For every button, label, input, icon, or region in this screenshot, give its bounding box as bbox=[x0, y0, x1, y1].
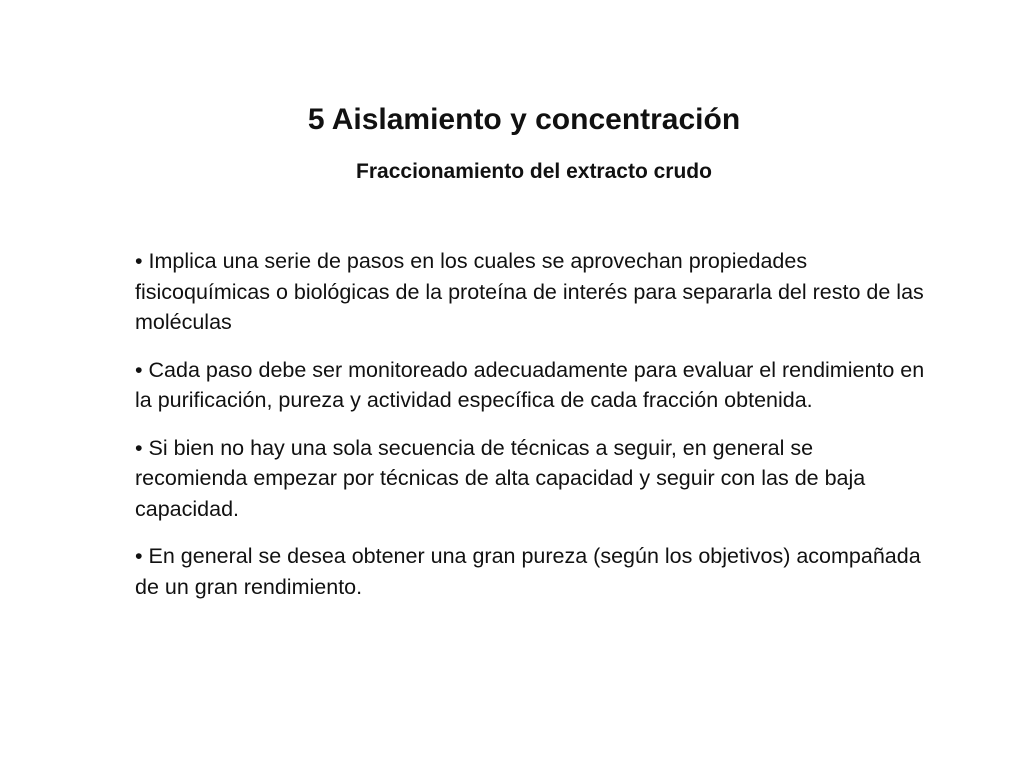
bullet-text: Implica una serie de pasos en los cuales se aprovechan propiedades fisicoquímicas o biológicas de la proteína de interés para separarla del resto de las moléculas bbox=[135, 249, 924, 334]
bullet-marker: • bbox=[135, 357, 143, 382]
bullet-text: Cada paso debe ser monitoreado adecuadamente para evaluar el rendimiento en la purificación, pureza y actividad específica de cada fracción obtenida. bbox=[135, 357, 925, 412]
slide-title: 5 Aislamiento y concentración bbox=[307, 103, 741, 136]
bullet-text: Si bien no hay una sola secuencia de técnicas a seguir, en general se recomienda empezar por técnicas de alta capacidad y seguir con las de baja capacidad. bbox=[135, 435, 866, 521]
bullet-item bbox=[135, 541, 925, 602]
bullet-marker: • bbox=[135, 435, 143, 460]
slide-subtitle: Fraccionamiento del extracto crudo bbox=[356, 160, 712, 183]
bullet-item bbox=[135, 246, 925, 338]
bullet-item bbox=[135, 433, 925, 525]
bullet-list bbox=[135, 246, 925, 619]
bullet-text: En general se desea obtener una gran pureza (según los objetivos) acompañada de un gran rendimiento. bbox=[135, 544, 921, 599]
bullet-marker: • bbox=[135, 544, 143, 568]
bullet-item bbox=[135, 355, 925, 416]
bullet-marker: • bbox=[135, 249, 143, 273]
